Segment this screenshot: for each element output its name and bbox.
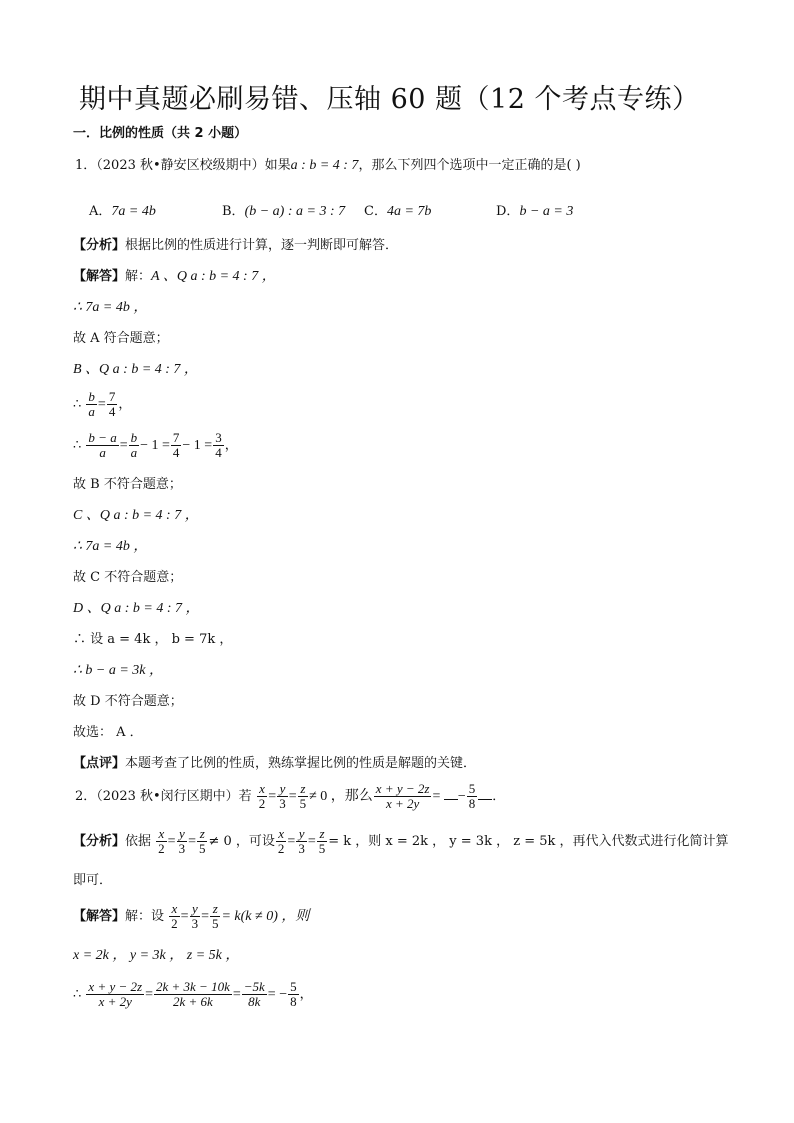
q1-line: B 、Q a : b = 4 : 7 ， [73, 362, 198, 377]
q1-option-d: D．b − a = 3 [496, 204, 574, 219]
q1-solution-start: 【解答】解：A 、Q a : b = 4 : 7 ， [73, 269, 276, 284]
q1-line: 故 D 不符合题意； [73, 694, 183, 709]
section-heading: 一．比例的性质（共 2 小题） [73, 126, 248, 141]
q1-stem [75, 158, 581, 174]
q2-analysis-end: 即可． [73, 873, 113, 888]
page-title: 期中真题必刷易错、压轴 60 题（12 个考点专练） [79, 84, 700, 115]
q1-line: 故 C 不符合题意； [73, 570, 183, 585]
q2-answer-blank-left [444, 789, 458, 800]
q2-final-line: ∴ $\frac{x + y - 2z}{x + 2y}$ = $\frac{2k + 3k - 10k}{2k + 6k}$ = $\frac{-5k}{8k}$ = − $\frac{5}{8}$ ， [73, 979, 313, 1009]
q1-line: ∴ 7a = 4b ， [73, 539, 148, 554]
q1-option-a: A．7a = 4b [89, 204, 156, 219]
q1-analysis: 【分析】根据比例的性质进行计算，逐一判断即可解答． [73, 238, 399, 253]
q1-line: ∴ 设 a = 4k ， b = 7k ， [73, 632, 233, 647]
q1-line: ∴ 7a = 4b ， [73, 300, 148, 315]
q1-line: 故 B 不符合题意； [73, 477, 182, 492]
q2-line: x = 2k ， y = 3k ， z = 5k ， [73, 948, 240, 963]
q1-fraction-line-1: ∴ $\frac{b}{a}$ = $\frac{7}{4}$ ， [73, 389, 132, 419]
q2-solution-start: 【解答】解：设 $\frac{x}{2}$ = $\frac{y}{3}$ = $\frac{z}{5}$ = k(k ≠ 0) ，则 [73, 901, 310, 931]
q1-suffix: ，那么下列四个选项中一定正确的是( ) [358, 158, 581, 173]
q1-condition: a : b = 4 : 7 [290, 158, 359, 173]
q2-analysis: 【分析】依据 $\frac{x}{2}$ = $\frac{y}{3}$ = $\frac{z}{5}$ ≠ 0 ，可设 $\frac{x}{2}$ = $\frac{y}{3}$ = $\frac{z}{5}$ = k ，则 x = 2k ， y = 3k ， z = 5k ，再代入代数式进行化简计算 [73, 826, 729, 856]
q1-line: D 、Q a : b = 4 : 7 ， [73, 601, 200, 616]
q1-answer: 故选： A ． [73, 725, 143, 740]
q2-stem: 2．（2023 秋•闵行区期中）若 $\frac{x}{2}$ = $\frac{y}{3}$ = $\frac{z}{5}$ ≠ 0 ，那么 $\frac{x + y - 2z}{x + 2y}$ = − $\frac{5}{8}$ ． [75, 781, 506, 811]
q2-answer-blank-right [478, 789, 492, 800]
q1-fraction-line-2: ∴ $\frac{b - a}{a}$ = $\frac{b}{a}$ − 1 = $\frac{7}{4}$ − 1 = $\frac{3}{4}$ ， [73, 430, 238, 460]
q1-comment: 【点评】本题考查了比例的性质，熟练掌握比例的性质是解题的关键． [73, 756, 477, 771]
q1-line: C 、Q a : b = 4 : 7 ， [73, 508, 199, 523]
q1-option-b: B．(b − a) : a = 3 : 7 [222, 204, 346, 219]
q1-line: 故 A 符合题意； [73, 331, 169, 346]
q1-prefix: 1．（2023 秋•静安区校级期中）如果 [75, 158, 291, 173]
q1-option-c: C．4a = 7b [364, 204, 432, 219]
q1-line: ∴ b − a = 3k ， [73, 663, 164, 678]
